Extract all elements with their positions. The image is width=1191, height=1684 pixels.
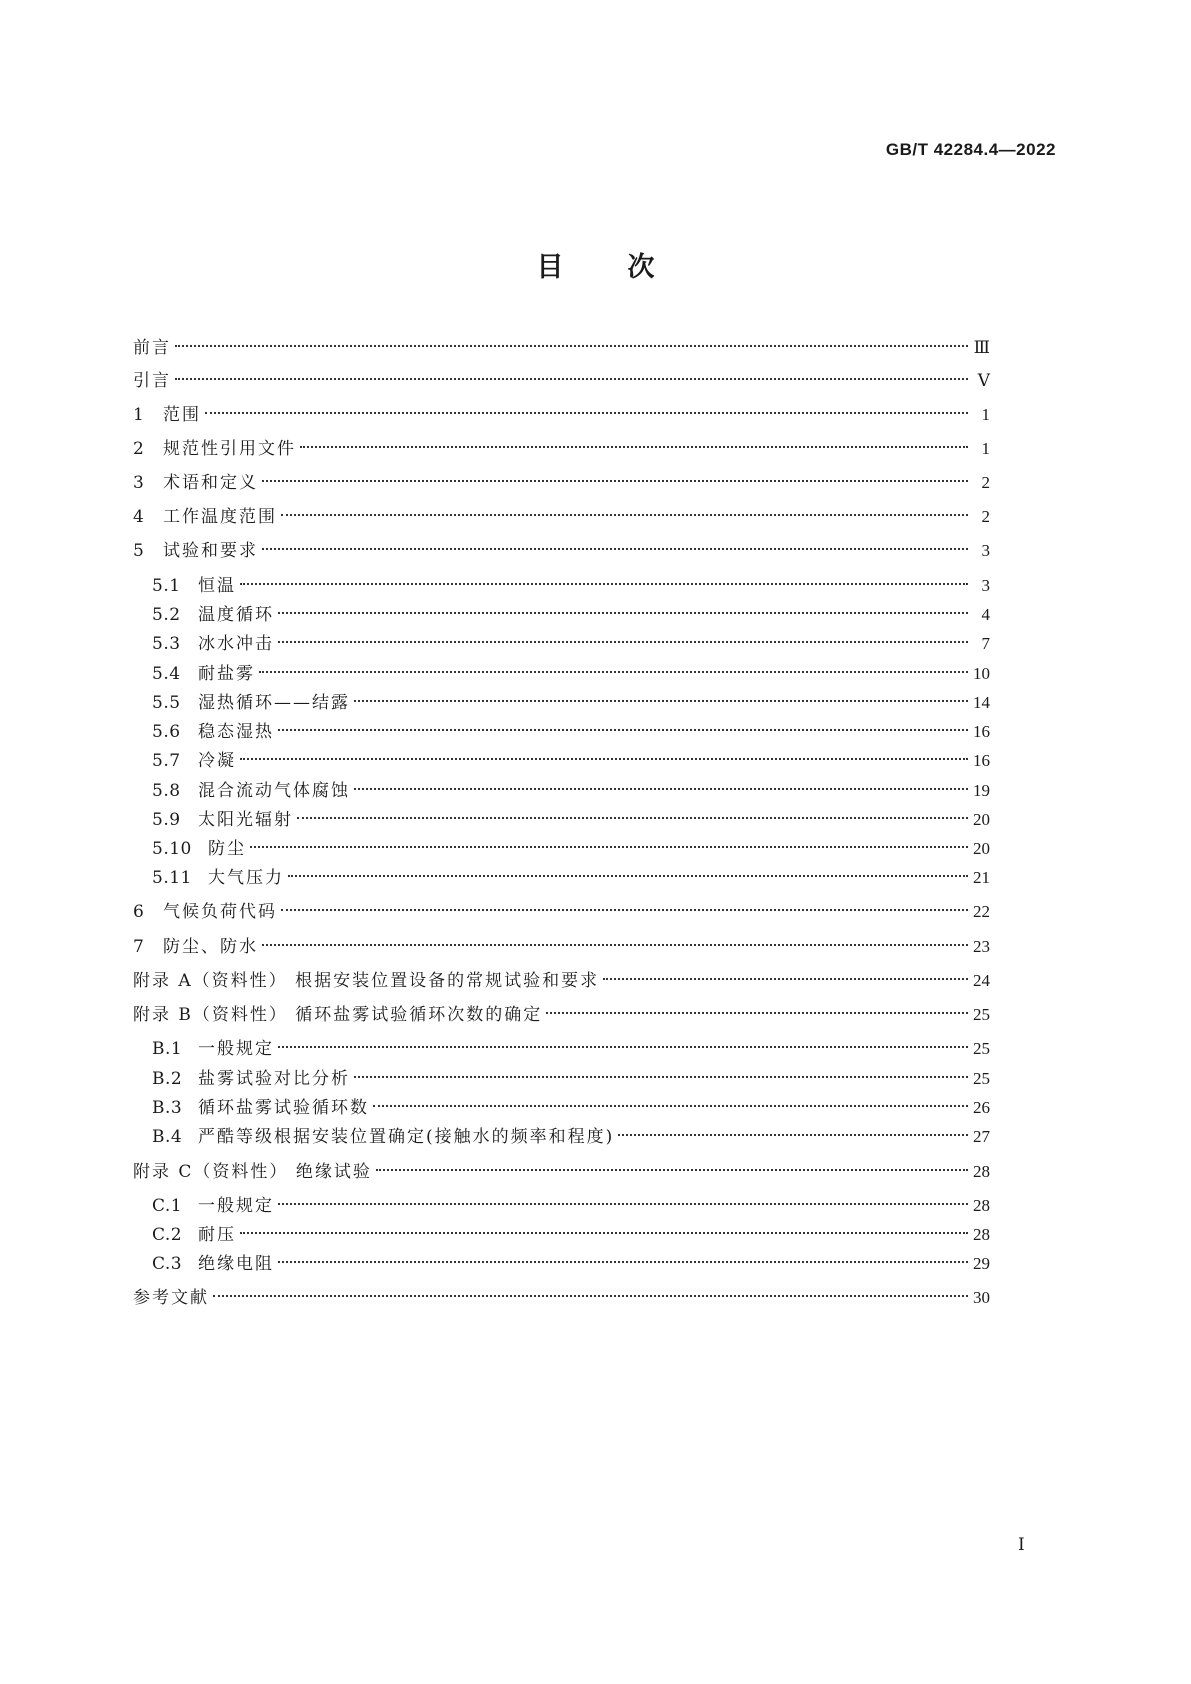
toc-entry-page: 4 xyxy=(981,605,990,624)
toc-entry-page: 1 xyxy=(981,405,990,424)
toc-entry[interactable] xyxy=(152,686,990,714)
toc-entry[interactable] xyxy=(133,500,990,528)
toc-entry-number: 5.1 xyxy=(152,576,181,596)
toc-entry-page: 28 xyxy=(973,1225,990,1244)
toc-entry[interactable] xyxy=(152,1247,990,1275)
toc-dot-leader xyxy=(278,1032,968,1054)
toc-entry[interactable] xyxy=(152,832,990,860)
toc-dot-leader xyxy=(175,331,968,353)
toc-entry[interactable] xyxy=(133,364,990,392)
toc-dot-leader xyxy=(618,1120,968,1142)
toc-entry-label: 冰水冲击 xyxy=(198,634,274,654)
toc-entry-page: 24 xyxy=(973,971,990,990)
toc-entry-label: 范围 xyxy=(163,405,201,425)
toc-entry-number: B.3 xyxy=(152,1098,183,1118)
toc-entry-label: 耐压 xyxy=(198,1225,236,1245)
toc-entry[interactable] xyxy=(152,1091,990,1119)
toc-entry-page: 28 xyxy=(973,1162,990,1181)
toc-entry[interactable] xyxy=(152,1218,990,1246)
toc-dot-leader xyxy=(262,930,968,952)
toc-entry-page: 2 xyxy=(981,473,990,492)
toc-entry[interactable] xyxy=(133,964,990,992)
toc-entry-label: 太阳光辐射 xyxy=(198,810,293,830)
toc-entry[interactable] xyxy=(133,930,990,958)
toc-dot-leader xyxy=(300,432,968,454)
toc-entry[interactable] xyxy=(152,627,990,655)
toc-entry-page: 30 xyxy=(973,1288,990,1307)
toc-entry-label: 严酷等级根据安装位置确定(接触水的频率和程度) xyxy=(198,1127,615,1147)
toc-entry-label: 耐盐雾 xyxy=(198,664,255,684)
toc-entry-page: 29 xyxy=(973,1254,990,1273)
toc-dot-leader xyxy=(297,803,968,825)
toc-entry-number: C.3 xyxy=(152,1254,183,1274)
toc-entry-number: C.1 xyxy=(152,1196,183,1216)
toc-entry-number: 5 xyxy=(133,541,145,561)
toc-entry[interactable] xyxy=(152,774,990,802)
page-number: Ⅰ xyxy=(1018,1535,1025,1554)
toc-entry[interactable] xyxy=(152,744,990,772)
toc-entry-number: 6 xyxy=(133,902,145,922)
toc-entry-label: 温度循环 xyxy=(198,605,274,625)
toc-entry-number: 7 xyxy=(133,937,145,957)
toc-entry-page: 22 xyxy=(973,902,990,921)
toc-dot-leader xyxy=(205,398,968,420)
toc-entry[interactable] xyxy=(133,331,990,359)
toc-entry[interactable] xyxy=(133,466,990,494)
toc-entry-label: 工作温度范围 xyxy=(163,507,277,527)
toc-entry-label: 大气压力 xyxy=(208,868,284,888)
toc-entry-number: 5.3 xyxy=(152,634,181,654)
toc-entry-page: 26 xyxy=(973,1098,990,1117)
toc-entry-label: 附录 A（资料性） 根据安装位置设备的常规试验和要求 xyxy=(133,971,600,991)
toc-entry[interactable] xyxy=(152,715,990,743)
page-title: 目次 xyxy=(536,252,719,283)
toc-entry-label: 气候负荷代码 xyxy=(163,902,277,922)
toc-entry[interactable] xyxy=(152,569,990,597)
toc-dot-leader xyxy=(281,500,968,522)
toc-dot-leader xyxy=(373,1091,968,1113)
toc-dot-leader xyxy=(213,1281,968,1303)
toc-entry[interactable] xyxy=(152,1032,990,1060)
toc-entry[interactable] xyxy=(152,598,990,626)
standard-number: GB/T 42284.4—2022 xyxy=(885,140,1056,159)
toc-dot-leader xyxy=(240,1218,968,1240)
toc-entry-page: 2 xyxy=(981,507,990,526)
toc-dot-leader xyxy=(376,1155,968,1177)
toc-entry-number: 5.6 xyxy=(152,722,181,742)
toc-entry[interactable] xyxy=(133,534,990,562)
toc-entry-page: 23 xyxy=(973,937,990,956)
toc-entry-page: 16 xyxy=(973,722,990,741)
toc-entry[interactable] xyxy=(133,998,990,1026)
toc-entry-page: 10 xyxy=(973,664,990,683)
toc-entry-number: 1 xyxy=(133,405,145,425)
toc-dot-leader xyxy=(278,1247,968,1269)
toc-dot-leader xyxy=(259,657,968,679)
toc-dot-leader xyxy=(262,534,968,556)
toc-dot-leader xyxy=(354,1062,968,1084)
toc-entry-number: 5.7 xyxy=(152,751,181,771)
toc-entry-page: 25 xyxy=(973,1005,990,1024)
toc-entry[interactable] xyxy=(152,1189,990,1217)
toc-entry-page: Ⅴ xyxy=(977,371,990,390)
toc-entry-number: 5.2 xyxy=(152,605,181,625)
toc-entry-label: 前言 xyxy=(133,338,171,358)
toc-entry-page: 19 xyxy=(973,781,990,800)
toc-entry-page: 1 xyxy=(981,439,990,458)
toc-entry-label: 附录 C（资料性） 绝缘试验 xyxy=(133,1162,372,1182)
toc-entry-number: 5.8 xyxy=(152,781,181,801)
toc-entry-label: 术语和定义 xyxy=(163,473,258,493)
toc-dot-leader xyxy=(281,895,968,917)
toc-entry-page: 20 xyxy=(973,839,990,858)
toc-entry-number: C.2 xyxy=(152,1225,183,1245)
toc-entry-number: 2 xyxy=(133,439,145,459)
toc-entry-label: 一般规定 xyxy=(198,1039,274,1059)
toc-dot-leader xyxy=(546,998,968,1020)
toc-entry-number: 5.4 xyxy=(152,664,181,684)
toc-entry-label: 绝缘电阻 xyxy=(198,1254,274,1274)
toc-dot-leader xyxy=(354,686,968,708)
toc-dot-leader xyxy=(240,744,968,766)
toc-dot-leader xyxy=(288,861,968,883)
toc-entry[interactable] xyxy=(133,1281,990,1309)
toc-entry-label: 盐雾试验对比分析 xyxy=(198,1069,350,1089)
toc-dot-leader xyxy=(278,598,968,620)
toc-entry-label: 循环盐雾试验循环数 xyxy=(198,1098,369,1118)
toc-entry[interactable] xyxy=(133,398,990,426)
toc-entry-number: 5.11 xyxy=(152,868,192,888)
toc-entry[interactable] xyxy=(152,861,990,889)
toc-entry[interactable] xyxy=(152,803,990,831)
toc-entry-label: 混合流动气体腐蚀 xyxy=(198,781,350,801)
toc-dot-leader xyxy=(354,774,968,796)
toc-dot-leader xyxy=(278,627,968,649)
toc-dot-leader xyxy=(240,569,968,591)
toc-entry-number: B.2 xyxy=(152,1069,183,1089)
toc-entry-page: 16 xyxy=(973,751,990,770)
toc-entry[interactable] xyxy=(133,1155,990,1183)
toc-entry[interactable] xyxy=(133,432,990,460)
toc-entry-page: 20 xyxy=(973,810,990,829)
toc-entry[interactable] xyxy=(133,895,990,923)
toc-entry-label: 参考文献 xyxy=(133,1288,209,1308)
toc-entry[interactable] xyxy=(152,657,990,685)
toc-dot-leader xyxy=(603,964,968,986)
toc-entry-number: 5.5 xyxy=(152,693,181,713)
toc-dot-leader xyxy=(278,1189,968,1211)
toc-entry-page: Ⅲ xyxy=(973,338,990,357)
toc-dot-leader xyxy=(175,364,968,386)
toc-dot-leader xyxy=(262,466,968,488)
toc-entry-number: 5.9 xyxy=(152,810,181,830)
toc-entry-number: 4 xyxy=(133,507,145,527)
toc-entry-page: 25 xyxy=(973,1039,990,1058)
toc-entry[interactable] xyxy=(152,1062,990,1090)
toc-entry-label: 附录 B（资料性） 循环盐雾试验循环次数的确定 xyxy=(133,1005,543,1025)
toc-entry-page: 28 xyxy=(973,1196,990,1215)
toc-entry-number: 3 xyxy=(133,473,145,493)
toc-entry-page: 3 xyxy=(981,576,990,595)
toc-entry-page: 14 xyxy=(973,693,990,712)
toc-entry-label: 湿热循环——结露 xyxy=(198,693,350,713)
toc-entry-page: 27 xyxy=(973,1127,990,1146)
toc-entry-label: 稳态湿热 xyxy=(198,722,274,742)
toc-entry-number: B.4 xyxy=(152,1127,183,1147)
toc-entry-label: 防尘 xyxy=(208,839,246,859)
toc-entry-number: B.1 xyxy=(152,1039,183,1059)
toc-dot-leader xyxy=(278,715,968,737)
toc-entry-page: 25 xyxy=(973,1069,990,1088)
toc-entry-label: 一般规定 xyxy=(198,1196,274,1216)
toc-dot-leader xyxy=(250,832,968,854)
toc-entry-label: 引言 xyxy=(133,371,171,391)
toc-entry-label: 规范性引用文件 xyxy=(163,439,296,459)
toc-entry-label: 冷凝 xyxy=(198,751,236,771)
toc-entry-number: 5.10 xyxy=(152,839,192,859)
toc-entry-label: 防尘、防水 xyxy=(163,937,258,957)
toc-entry[interactable] xyxy=(152,1120,990,1148)
toc-entry-label: 试验和要求 xyxy=(163,541,258,561)
toc-entry-page: 21 xyxy=(973,868,990,887)
toc-entry-page: 3 xyxy=(981,541,990,560)
toc-entry-label: 恒温 xyxy=(198,576,236,596)
toc-entry-page: 7 xyxy=(981,634,990,653)
